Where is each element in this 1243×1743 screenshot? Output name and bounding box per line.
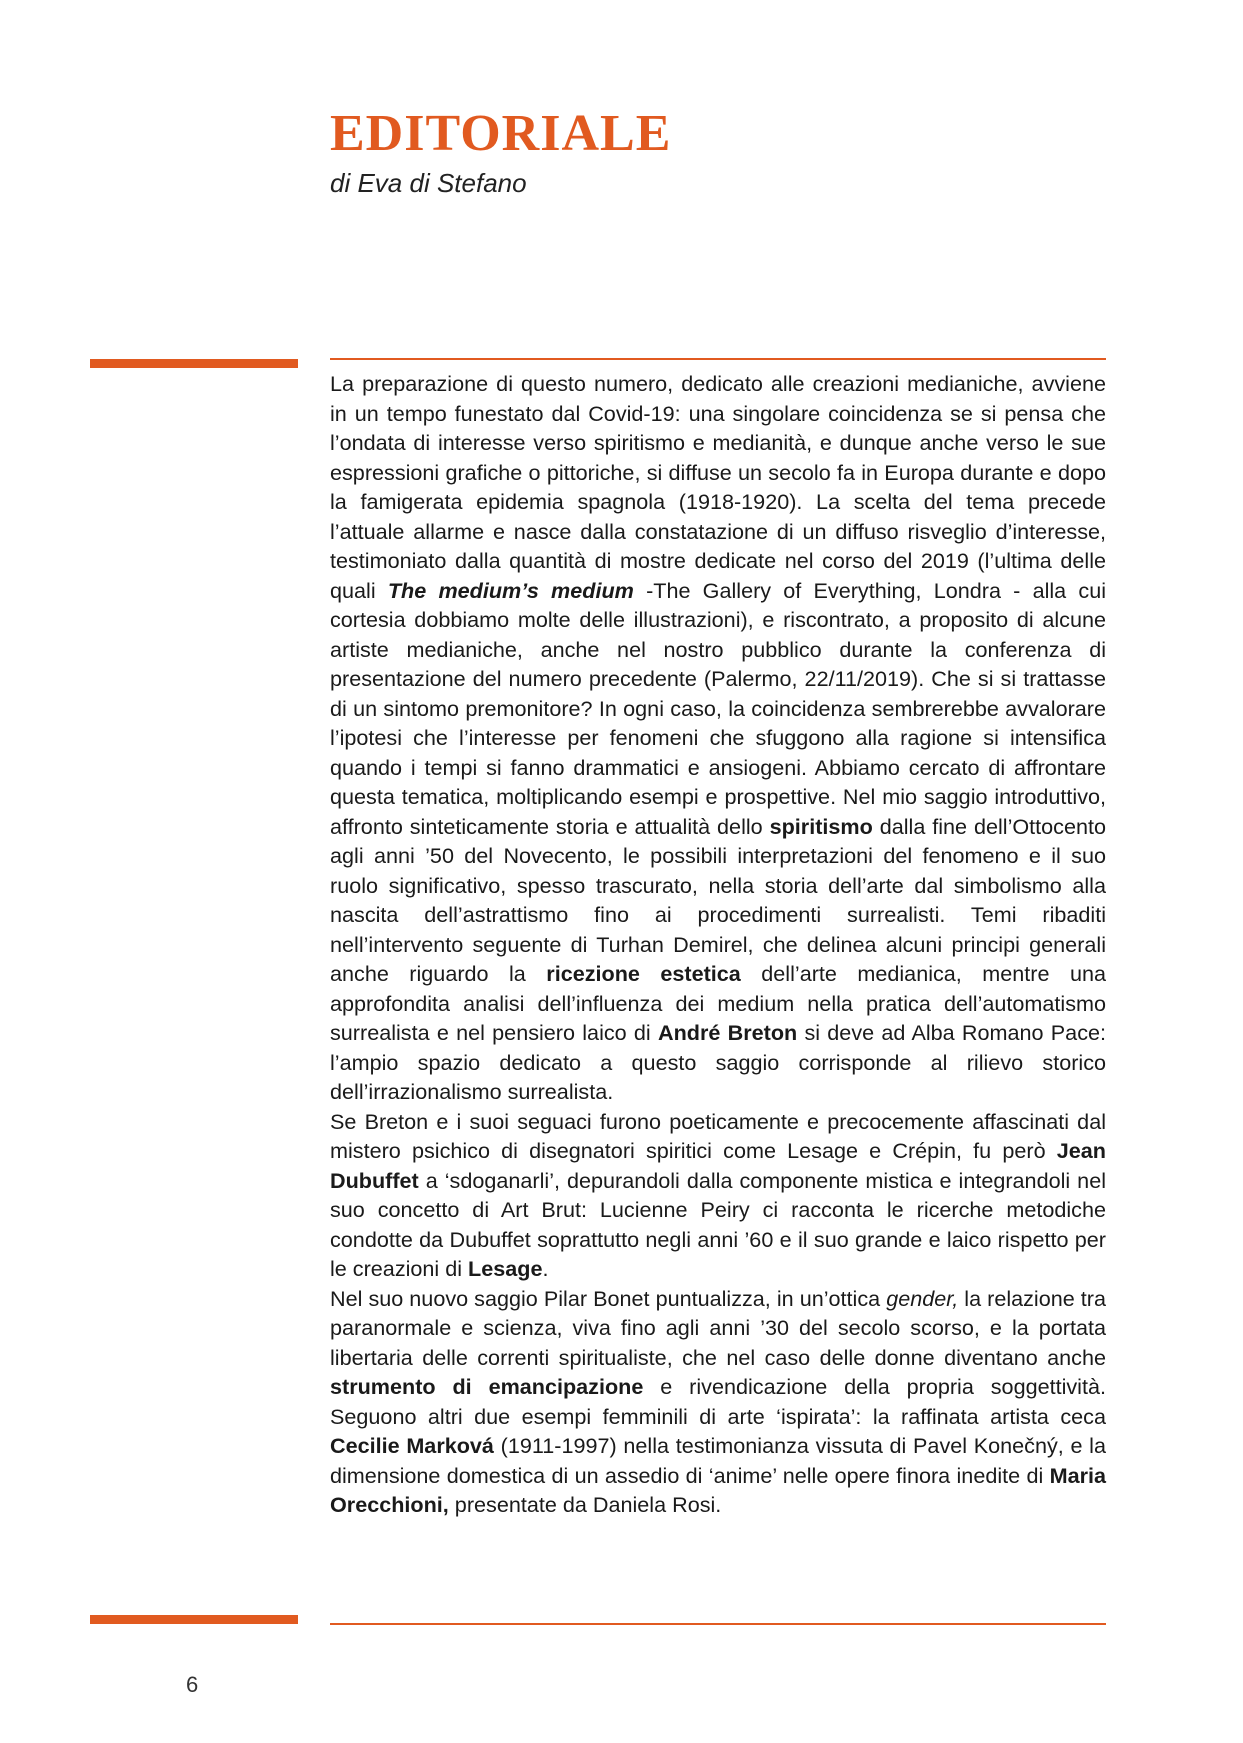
byline: di Eva di Stefano bbox=[330, 168, 527, 198]
text-segment: strumento di emancipazione bbox=[330, 1374, 644, 1399]
text-segment: si deve ad Alba Romano Pace: l’ampio spazio dedicato a questo saggio corrisponde al rilievo storico dell’irrazionalismo surrealista. bbox=[330, 1020, 1106, 1104]
text-segment: Nel suo nuovo saggio Pilar Bonet puntualizza, in un’ottica bbox=[330, 1285, 887, 1311]
text-segment: Se Breton e i suoi seguaci furono poeticamente e precocemente affascinati dal mistero psichico di disegnatori spiritici come Lesage e Crépin, fu però bbox=[330, 1108, 1106, 1163]
text-segment: (1911-1997) nella testimonianza vissuta di Pavel Konečný, e la dimensione domestica di un assedio di ‘anime’ nelle opere finora inedite di bbox=[330, 1433, 1106, 1488]
text-segment: La preparazione di questo numero, dedicato alle creazioni medianiche, avviene in un tempo funestato dal Covid-19: una singolare coincidenza se si pensa che l’ondata di interesse verso spiritismo e medianità, e dunque anche verso le sue espressioni grafiche o pittoriche, si diffuse un secolo fa in Europa durante e dopo la famigerata epidemia spagnola (1918-1920). La scelta del tema precede l’attuale allarme e nasce dalla constatazione di un diffuso risveglio d’interesse, testimoniato dalla quantità di mostre dedicate nel corso del 2019 (l’ultima delle quali bbox=[330, 371, 1106, 603]
text-segment: -The Gallery of Everything, Londra - alla cui cortesia dobbiamo molte delle illustrazioni), e riscontrato, a proposito di alcune artiste medianiche, anche nel nostro pubblico durante la conferenza di presentazione del numero precedente (Palermo, 22/11/2019). Che si si trattasse di un sintomo premonitore? In ogni caso, la coincidenza sembrerebbe avvalorare l’ipotesi che l’interesse per fenomeni che sfuggono alla ragione si intensifica quando i tempi si fanno drammatici e ansiogeni. Abbiamo cercato di affrontare questa tematica, moltiplicando esempi e prospettive. Nel mio saggio introduttivo, affronto sinteticamente storia e attualità dello bbox=[330, 577, 1106, 839]
text-segment: Maria Orecchioni, bbox=[330, 1462, 1106, 1517]
accent-bar-top bbox=[90, 359, 298, 368]
text-segment: dalla fine dell’Ottocento agli anni ’50 del Novecento, le possibili interpretazioni del fenomeno e il suo ruolo significativo, spesso trascurato, nella storia dell’arte dal simbolismo alla nascita dell’astrattismo fino ai procedimenti surrealisti. Temi ribaditi nell’intervento seguente di Turhan Demirel, che delinea alcuni principi generali anche riguardo la bbox=[330, 813, 1106, 986]
paragraph bbox=[330, 1284, 1106, 1520]
text-segment: a ‘sdoganarli’, depurandoli dalla componente mistica e integrandoli nel suo concetto di Art Brut: Lucienne Peiry ci racconta le ricerche metodiche condotte da Dubuffet soprattutto negli anni ’60 e il suo grande e laico rispetto per le creazioni di bbox=[330, 1167, 1106, 1281]
text-segment: Jean Dubuffet bbox=[330, 1138, 1106, 1193]
text-segment: Lesage bbox=[468, 1256, 543, 1281]
divider-top bbox=[330, 358, 1106, 360]
text-segment: gender, bbox=[886, 1285, 959, 1311]
text-segment: André Breton bbox=[657, 1020, 798, 1045]
text-segment: spiritismo bbox=[769, 813, 873, 839]
accent-bar-bottom bbox=[90, 1615, 298, 1624]
editorial-body bbox=[330, 369, 1106, 1520]
text-segment: ricezione estetica bbox=[546, 961, 741, 986]
text-segment: Cecilie Marková bbox=[330, 1433, 494, 1458]
paragraph bbox=[330, 369, 1106, 1107]
text-segment: la relazione tra paranormale e scienza, viva fino agli anni ’30 del secolo scorso, e la portata libertaria delle correnti spiritualiste, che nel caso delle donne diventano anche bbox=[330, 1285, 1106, 1370]
page-title: EDITORIALE bbox=[330, 105, 672, 162]
divider-bottom bbox=[330, 1623, 1106, 1625]
page-number: 6 bbox=[186, 1672, 199, 1697]
paragraph bbox=[330, 1107, 1106, 1284]
text-segment: e rivendicazione della propria soggettività. Seguono altri due esempi femminili di arte ‘ispirata’: la raffinata artista ceca bbox=[330, 1374, 1106, 1429]
text-segment: presentate da Daniela Rosi. bbox=[448, 1492, 722, 1517]
text-segment: The medium’s medium bbox=[387, 577, 634, 603]
text-segment: . bbox=[542, 1256, 549, 1281]
text-segment: dell’arte medianica, mentre una approfondita analisi dell’influenza dei medium nella pratica dell’automatismo surrealista e nel pensiero laico di bbox=[330, 961, 1106, 1045]
